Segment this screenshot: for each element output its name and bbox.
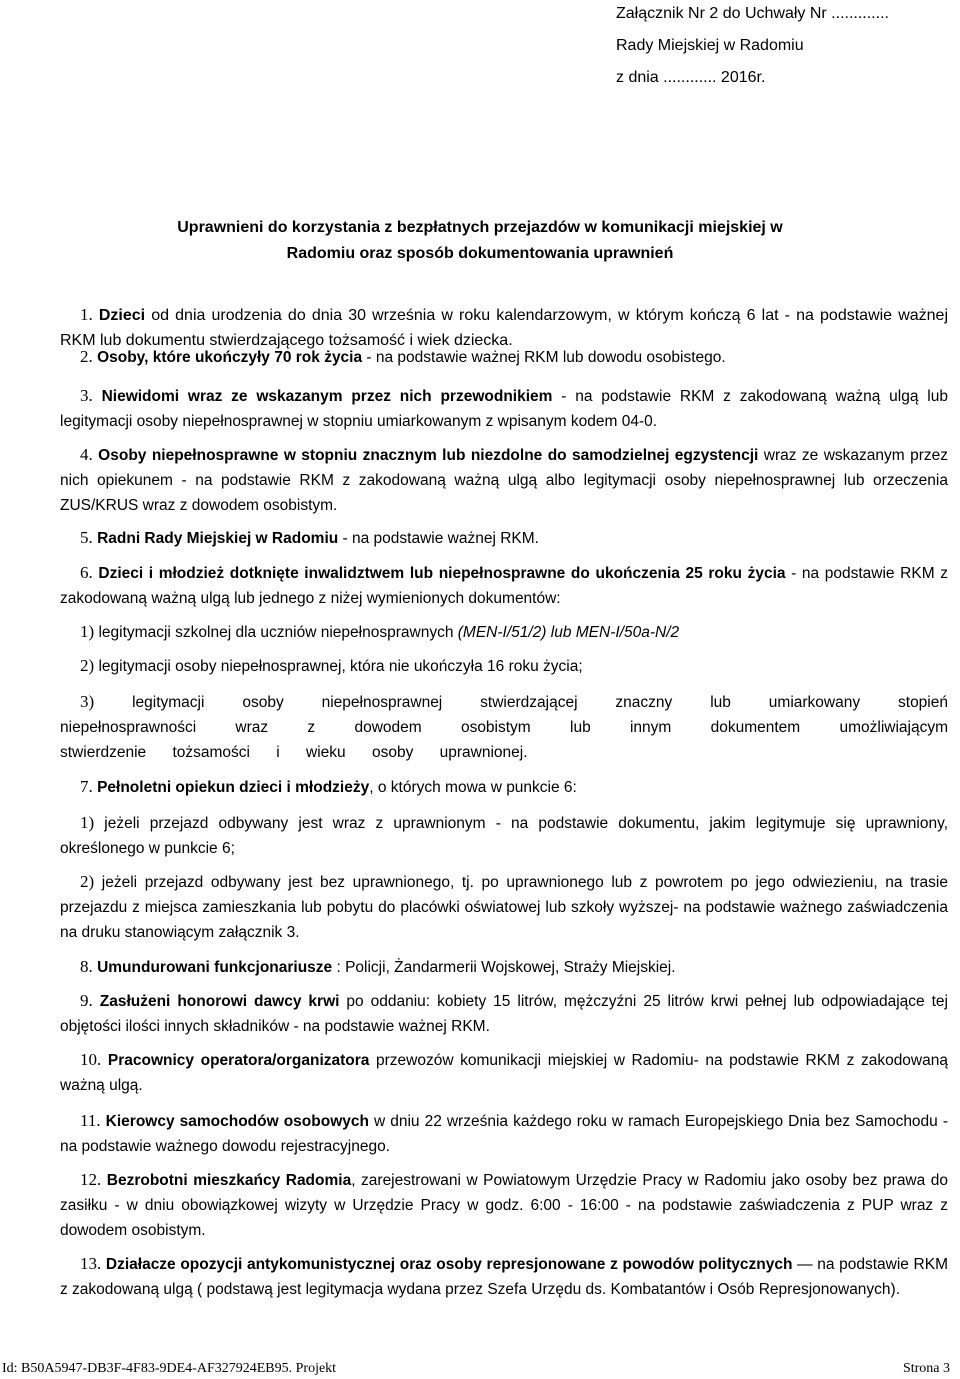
item-number: 11. bbox=[80, 1111, 101, 1130]
item-heading: Osoby niepełnosprawne w stopniu znacznym lub niezdolne do samodzielnej egzystencji bbox=[98, 447, 759, 464]
item-text: - na podstawie ważnej RKM lub dowodu osobistego. bbox=[362, 349, 726, 366]
item-text: : Policji, Żandarmerii Wojskowej, Straży Miejskiej. bbox=[332, 959, 676, 976]
item-7-sub-1 bbox=[60, 810, 948, 861]
title-line-2: Radomiu oraz sposób dokumentowania uprawnień bbox=[286, 245, 674, 262]
item-number: 3. bbox=[80, 386, 93, 405]
item-4 bbox=[60, 442, 948, 518]
title-line-1: Uprawnieni do korzystania z bezpłatnych przejazdów w komunikacji miejskiej w bbox=[177, 219, 783, 236]
item-heading: Dzieci i młodzież dotknięte inwalidztwem lub niepełnosprawne do ukończenia 25 roku życia bbox=[98, 565, 786, 582]
item-number: 2) bbox=[80, 656, 95, 675]
item-text: - na podstawie RKM z zakodowaną ważną ulgą lub legitymacji osoby niepełnosprawnej w stopniu umiarkowanym z wpisanym kodem 04-0. bbox=[60, 388, 948, 430]
item-10 bbox=[60, 1047, 948, 1098]
item-heading: Zasłużeni honorowi dawcy krwi bbox=[99, 993, 340, 1010]
item-3 bbox=[60, 383, 948, 434]
item-12 bbox=[60, 1167, 948, 1243]
item-number: 12. bbox=[80, 1170, 102, 1189]
item-heading: Osoby, które ukończyły 70 rok życia bbox=[97, 349, 363, 366]
item-6-sub-1 bbox=[60, 619, 948, 645]
item-heading: Działacze opozycji antykomunistycznej oraz osoby represjonowane z powodów politycznych bbox=[105, 1256, 793, 1273]
date-line: z dnia ............ 2016r. bbox=[616, 69, 766, 86]
item-number: 9. bbox=[80, 991, 93, 1010]
item-text: legitymacji osoby niepełnosprawnej, która nie ukończyła 16 roku życia; bbox=[94, 658, 583, 675]
item-number: 8. bbox=[80, 957, 93, 976]
item-6-sub-3 bbox=[60, 689, 948, 765]
item-6 bbox=[60, 560, 948, 611]
item-number: 2. bbox=[80, 347, 93, 366]
item-text: jeżeli przejazd odbywany jest bez uprawnionego, tj. po uprawnionego lub z powrotem po jego odwiezieniu, na trasie przejazdu z miejsca zamieszkania lub pobytu do placówki oświatowej lub szkoły wyższej- na podstawie ważnego zaświadczenia na druku stanowiącym załącznik 3. bbox=[60, 874, 948, 941]
item-italic-text: (MEN-I/51/2) lub MEN-I/50a-N/2 bbox=[457, 624, 680, 641]
item-7-sub-2 bbox=[60, 869, 948, 945]
item-5 bbox=[60, 525, 948, 551]
item-heading: Niewidomi wraz ze wskazanym przez nich przewodnikiem bbox=[101, 388, 553, 405]
item-heading: Umundurowani funkcjonariusze bbox=[97, 959, 333, 976]
footer-page-number: Strona 3 bbox=[902, 1361, 950, 1376]
item-2 bbox=[60, 344, 948, 370]
item-9 bbox=[60, 988, 948, 1039]
item-number: 1) bbox=[80, 813, 95, 832]
item-number: 3) bbox=[80, 692, 95, 711]
item-number: 1) bbox=[80, 622, 95, 641]
item-heading: Bezrobotni mieszkańcy Radomia bbox=[106, 1172, 352, 1189]
item-text: po oddaniu: kobiety 15 litrów, mężczyźni 25 litrów krwi pełnej lub odpowiadające tej objętości ilości innych składników - na podstawie ważnej RKM. bbox=[60, 993, 948, 1035]
item-text: jeżeli przejazd odbywany jest wraz z uprawnionym - na podstawie dokumentu, jakim legitymuje się uprawniony, określonego w punkcie 6; bbox=[60, 815, 948, 857]
footer-document-id: Id: B50A5947-DB3F-4F83-9DE4-AF327924EB95. Projekt bbox=[2, 1361, 337, 1376]
item-text: przewozów komunikacji miejskiej w Radomiu- na podstawie RKM z zakodowaną ważną ulgą. bbox=[60, 1052, 948, 1094]
item-text: — na podstawie RKM z zakodowaną ulgą ( podstawą jest legitymacja wydana przez Szefa Urzędu ds. Kombatantów i Osób Represjonowanych). bbox=[60, 1256, 948, 1298]
item-number: 1. bbox=[80, 305, 93, 324]
item-number: 2) bbox=[80, 872, 95, 891]
attachment-header-line: Załącznik Nr 2 do Uchwały Nr ............. bbox=[616, 5, 889, 22]
council-name-line: Rady Miejskiej w Radomiu bbox=[616, 37, 804, 54]
item-11 bbox=[60, 1108, 948, 1159]
item-text: w dniu 22 września każdego roku w ramach Europejskiego Dnia bez Samochodu -na podstawie ważnego dowodu rejestracyjnego. bbox=[60, 1113, 948, 1155]
item-number: 4. bbox=[80, 445, 93, 464]
item-number: 10. bbox=[80, 1050, 102, 1069]
item-text: - na podstawie RKM z zakodowaną ważną ulgą lub jednego z niżej wymienionych dokumentów: bbox=[60, 565, 948, 607]
item-8 bbox=[60, 954, 948, 980]
item-text: wraz ze wskazanym przez nich opiekunem - na podstawie RKM z zakodowaną ważną ulgą albo legitymacji osoby niepełnosprawnej lub orzeczenia ZUS/KRUS wraz z dowodem osobistym. bbox=[60, 447, 948, 514]
item-heading: Pracownicy operatora/organizatora bbox=[107, 1052, 370, 1069]
item-text: od dnia urodzenia do dnia 30 września w roku kalendarzowym, w którym kończą 6 lat - na podstawie ważnej RKM lub dokumentu stwierdzającego tożsamość i wiek dziecka. bbox=[60, 307, 948, 349]
item-text: - na podstawie ważnej RKM. bbox=[338, 530, 539, 547]
item-text: , zarejestrowani w Powiatowym Urzędzie Pracy w Radomiu jako osoby bez prawa do zasiłku - w dniu obowiązkowej wizyty w Urzędzie Pracy w godz. 6:00 - 16:00 - na podstawie zaświadczenia z PUP wraz z dowodem osobistym. bbox=[60, 1172, 948, 1239]
item-heading: Radni Rady Miejskiej w Radomiu bbox=[97, 530, 339, 547]
item-number: 6. bbox=[80, 563, 93, 582]
item-heading: Kierowcy samochodów osobowych bbox=[105, 1113, 369, 1130]
item-heading: Pełnoletni opiekun dzieci i młodzieży bbox=[97, 779, 370, 796]
item-7 bbox=[60, 774, 948, 800]
document-title bbox=[100, 215, 860, 267]
item-text: legitymacji szkolnej dla uczniów niepełnosprawnych bbox=[94, 624, 458, 641]
item-heading: Dzieci bbox=[98, 307, 146, 324]
item-number: 13. bbox=[80, 1254, 102, 1273]
item-6-sub-2 bbox=[60, 653, 948, 679]
item-number: 7. bbox=[80, 777, 93, 796]
item-text: , o których mowa w punkcie 6: bbox=[369, 779, 577, 796]
item-text: legitymacji osoby niepełnosprawnej stwierdzającej znaczny lub umiarkowany stopień niepełnosprawności wraz z dowodem osobistym lub innym dokumentem umożliwiającym stwierdzenie tożsamości i wieku osoby uprawnionej. bbox=[60, 694, 948, 761]
item-number: 5. bbox=[80, 528, 93, 547]
item-13 bbox=[60, 1251, 948, 1302]
